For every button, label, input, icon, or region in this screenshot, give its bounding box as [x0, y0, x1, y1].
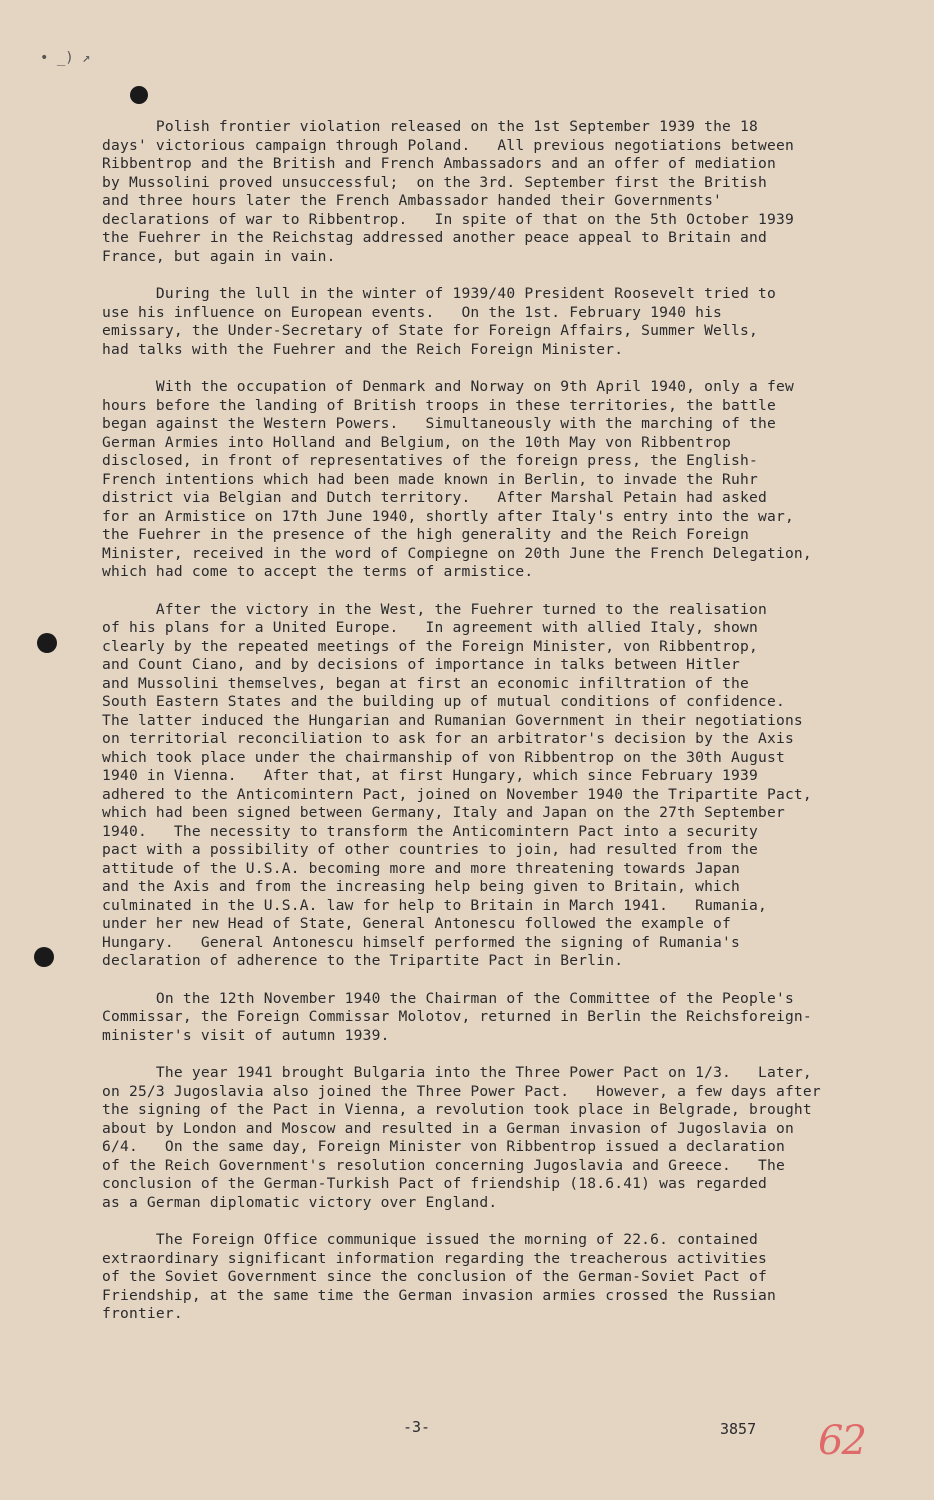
paragraph-poland-campaign: Polish frontier violation released on the 1st September 1939 the 18 days' victorious campaign through Poland. All previous negotiations between Ribbentrop and the British and French Ambassadors and an offer of mediation by Mussolini proved unsuccessful; on the 3rd. September first the British and three hours later the French Ambassador handed their Governments' declarations of war to Ribbentrop. In spite of that on the 5th October 1939 the Fuehrer in the Reichstag addressed another peace appeal to Britain and France, but again in vain. — [102, 118, 794, 265]
paragraph-western-campaign: With the occupation of Denmark and Norway on 9th April 1940, only a few hours before the landing of British troops in these territories, the battle began against the Western Powers. Simultaneously with the marching of the German Armies into Holland and Belgium, on the 10th May von Ribbentrop disclosed, in front of representatives of the foreign press, the English- French intentions which had been made known in Berlin, to invade the Ruhr district via Belgian and Dutch territory. After Marshal Petain had asked for an Armistice on 17th June 1940, shortly after Italy's entry into the war, the Fuehrer in the presence of the high generality and the Reich Foreign Minister, received in the word of Compiegne on 20th June the French Delegation, which had come to accept the terms of armistice. — [102, 378, 812, 580]
paragraph-1941: The year 1941 brought Bulgaria into the Three Power Pact on 1/3. Later, on 25/3 Jugoslavia also joined the Three Power Pact. However, a few days after the signing of the Pact in Vienna, a revolution took place in Belgrade, brought about by London and Moscow and resulted in a German invasion of Jugoslavia on 6/4. On the same day, Foreign Minister von Ribbentrop issued a declaration of the Reich Government's resolution concerning Jugoslavia and Greece. The conclusion of the German-Turkish Pact of friendship (18.6.41) was regarded as a German diplomatic victory over England. — [102, 1064, 821, 1211]
paragraph-united-europe: After the victory in the West, the Fuehrer turned to the realisation of his plans for a United Europe. In agreement with allied Italy, shown clearly by the repeated meetings of the Foreign Minister, von Ribbentrop, and Count Ciano, and by decisions of importance in talks between Hitler and Mussolini themselves, began at first an economic infiltration of the South Eastern States and the building up of mutual conditions of confidence. The latter induced the Hungarian and Rumanian Government in their negotiations on territorial reconciliation to ask for an arbitrator's decision by the Axis which took place under the chairmanship of von Ribbentrop on the 30th August 1940 in Vienna. After that, at first Hungary, which since February 1939 adhered to the Anticomintern Pact, joined on November 1940 the Tripartite Pact, which had been signed between Germany, Italy and Japan on the 27th September 1940. The necessity to transform the Anticomintern Pact into a security pact with a possibility of other countries to join, had resulted from the attitude of the U.S.A. becoming more and more threatening towards Japan and the Axis and from the increasing help being given to Britain, which culminated in the U.S.A. law for help to Britain in March 1941. Rumania, under her new Head of State, General Antonescu followed the example of Hungary. General Antonescu himself performed the signing of Rumania's declaration of adherence to the Tripartite Pact in Berlin. — [102, 600, 812, 969]
punch-hole-icon — [37, 633, 57, 653]
punch-hole-icon — [34, 947, 54, 967]
body-text — [102, 118, 862, 1343]
handwritten-page-number: 62 — [818, 1418, 865, 1464]
pencil-scribble: • _) ↗ — [40, 50, 91, 66]
paragraph-roosevelt: During the lull in the winter of 1939/40 President Roosevelt tried to use his influence on European events. On the 1st. February 1940 his emissary, the Under-Secretary of State for Foreign Affairs, Summer Wells, had talks with the Fuehrer and the Reich Foreign Minister. — [102, 285, 776, 358]
document-number: 3857 — [720, 1420, 757, 1438]
paragraph-molotov: On the 12th November 1940 the Chairman of the Committee of the People's Commissar, the Foreign Commissar Molotov, returned in Berlin the Reichsforeign- minister's visit of autumn 1939. — [102, 989, 812, 1044]
paragraph-soviet-invasion: The Foreign Office communique issued the morning of 22.6. contained extraordinary significant information regarding the treacherous activities of the Soviet Government since the conclusion of the German-Soviet Pact of Friendship, at the same time the German invasion armies crossed the Russian frontier. — [102, 1231, 776, 1322]
punch-hole-icon — [130, 86, 148, 104]
page-number: -3- — [403, 1418, 431, 1436]
